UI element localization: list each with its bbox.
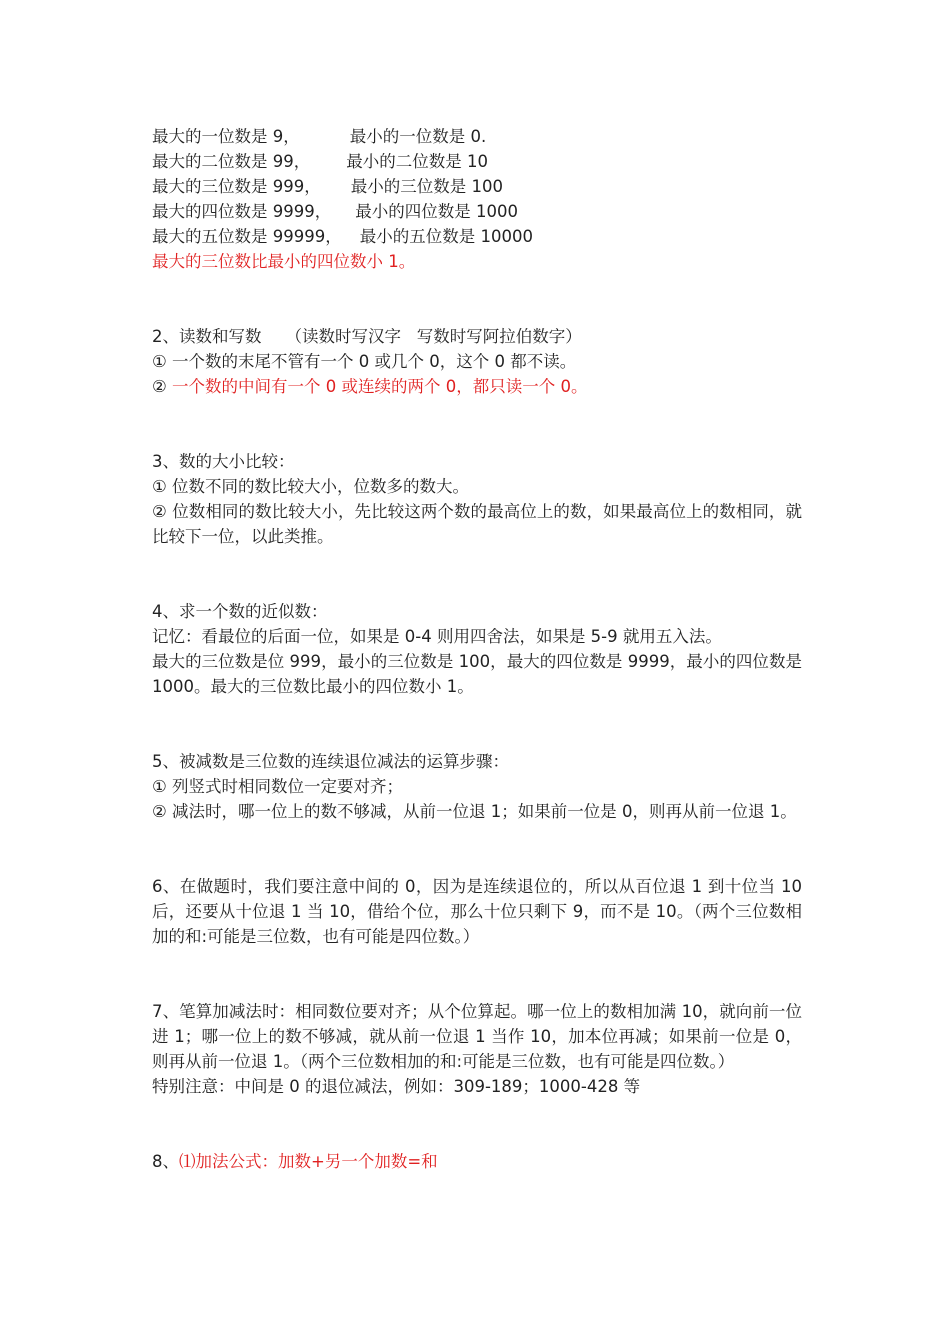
max-5-digit: 最大的五位数是 99999， [152, 227, 342, 246]
section-5-item-2: ② 减法时，哪一位上的数不够减，从前一位退 1；如果前一位是 0，则再从前一位退 1。 [152, 802, 797, 821]
section-3-title: 3、数的大小比较： [152, 452, 295, 471]
min-1-digit: 最小的一位数是 0. [349, 127, 487, 146]
section-written-calculation [152, 999, 802, 1099]
section-subtraction-steps [152, 749, 802, 824]
section-addition-formula [152, 1149, 802, 1174]
section-2-note: （读数时写汉字 写数时写阿拉伯数字） [285, 327, 582, 346]
section-3-item-1: ① 位数不同的数比较大小，位数多的数大。 [152, 477, 470, 496]
section-2-title: 2、读数和写数 [152, 327, 262, 346]
document-body [152, 124, 802, 1174]
max-min-line-1 [152, 124, 802, 149]
section-4-text: 最大的三位数是位 999，最小的三位数是 100，最大的四位数是 9999，最小的四位数是 1000。最大的三位数比最小的四位数小 1。 [152, 652, 802, 696]
max-2-digit: 最大的二位数是 99， [152, 152, 311, 171]
section-4-title: 4、求一个数的近似数： [152, 602, 328, 621]
section-2-heading [152, 324, 802, 349]
item-2-marker: ② [152, 377, 173, 396]
section-compare [152, 449, 802, 549]
section-5-title: 5、被减数是三位数的连续退位减法的运算步骤： [152, 752, 509, 771]
min-2-digit: 最小的二位数是 10 [346, 152, 488, 171]
section-3-item-2: ② 位数相同的数比较大小，先比较这两个数的最高位上的数，如果最高位上的数相同，就比较下一位，以此类推。 [152, 502, 802, 546]
min-5-digit: 最小的五位数是 10000 [359, 227, 533, 246]
max-min-line-3 [152, 174, 802, 199]
item-2-red-text: 一个数的中间有一个 0 或连续的两个 0，都只读一个 0。 [172, 377, 588, 396]
max-min-line-2 [152, 149, 802, 174]
highlight-rule: 最大的三位数比最小的四位数小 1。 [152, 252, 416, 271]
min-4-digit: 最小的四位数是 1000 [355, 202, 518, 221]
section-place-values [152, 124, 802, 274]
section-approximation [152, 599, 802, 699]
section-4-memo: 记忆：看最位的后面一位，如果是 0-4 则用四舍法，如果是 5-9 就用五入法。 [152, 627, 722, 646]
section-reading-writing [152, 324, 802, 399]
min-3-digit: 最小的三位数是 100 [350, 177, 503, 196]
max-4-digit: 最大的四位数是 9999， [152, 202, 332, 221]
section-2-item-1: ① 一个数的末尾不管有一个 0 或几个 0，这个 0 都不读。 [152, 352, 577, 371]
section-6-text: 6、在做题时，我们要注意中间的 0，因为是连续退位的，所以从百位退 1 到十位当 10 后，还要从十位退 1 当 10，借给个位，那么十位只剩下 9，而不是 10。（两个三位数相加的和:可能是三位数，也有可能是四位数。） [152, 877, 802, 946]
max-min-line-4 [152, 199, 802, 224]
max-3-digit: 最大的三位数是 999， [152, 177, 321, 196]
section-7-text: 7、笔算加减法时：相同数位要对齐；从个位算起。哪一位上的数相加满 10，就向前一位进 1；哪一位上的数不够减，就从前一位退 1 当作 10，加本位再减；如果前一位是 0，则再从前一位退 1。（两个三位数相加的和:可能是三位数，也有可能是四位数。） [152, 1002, 802, 1071]
section-zero-note [152, 874, 802, 949]
max-min-line-5 [152, 224, 802, 249]
max-1-digit: 最大的一位数是 9， [152, 127, 300, 146]
section-5-item-1: ① 列竖式时相同数位一定要对齐； [152, 777, 404, 796]
section-8-number: 8、 [152, 1152, 179, 1171]
section-2-item-2 [152, 374, 802, 399]
addition-formula: ⑴加法公式：加数+另一个加数=和 [179, 1152, 438, 1171]
section-8-line [152, 1149, 802, 1174]
section-7-note: 特别注意：中间是 0 的退位减法，例如：309-189；1000-428 等 [152, 1077, 641, 1096]
